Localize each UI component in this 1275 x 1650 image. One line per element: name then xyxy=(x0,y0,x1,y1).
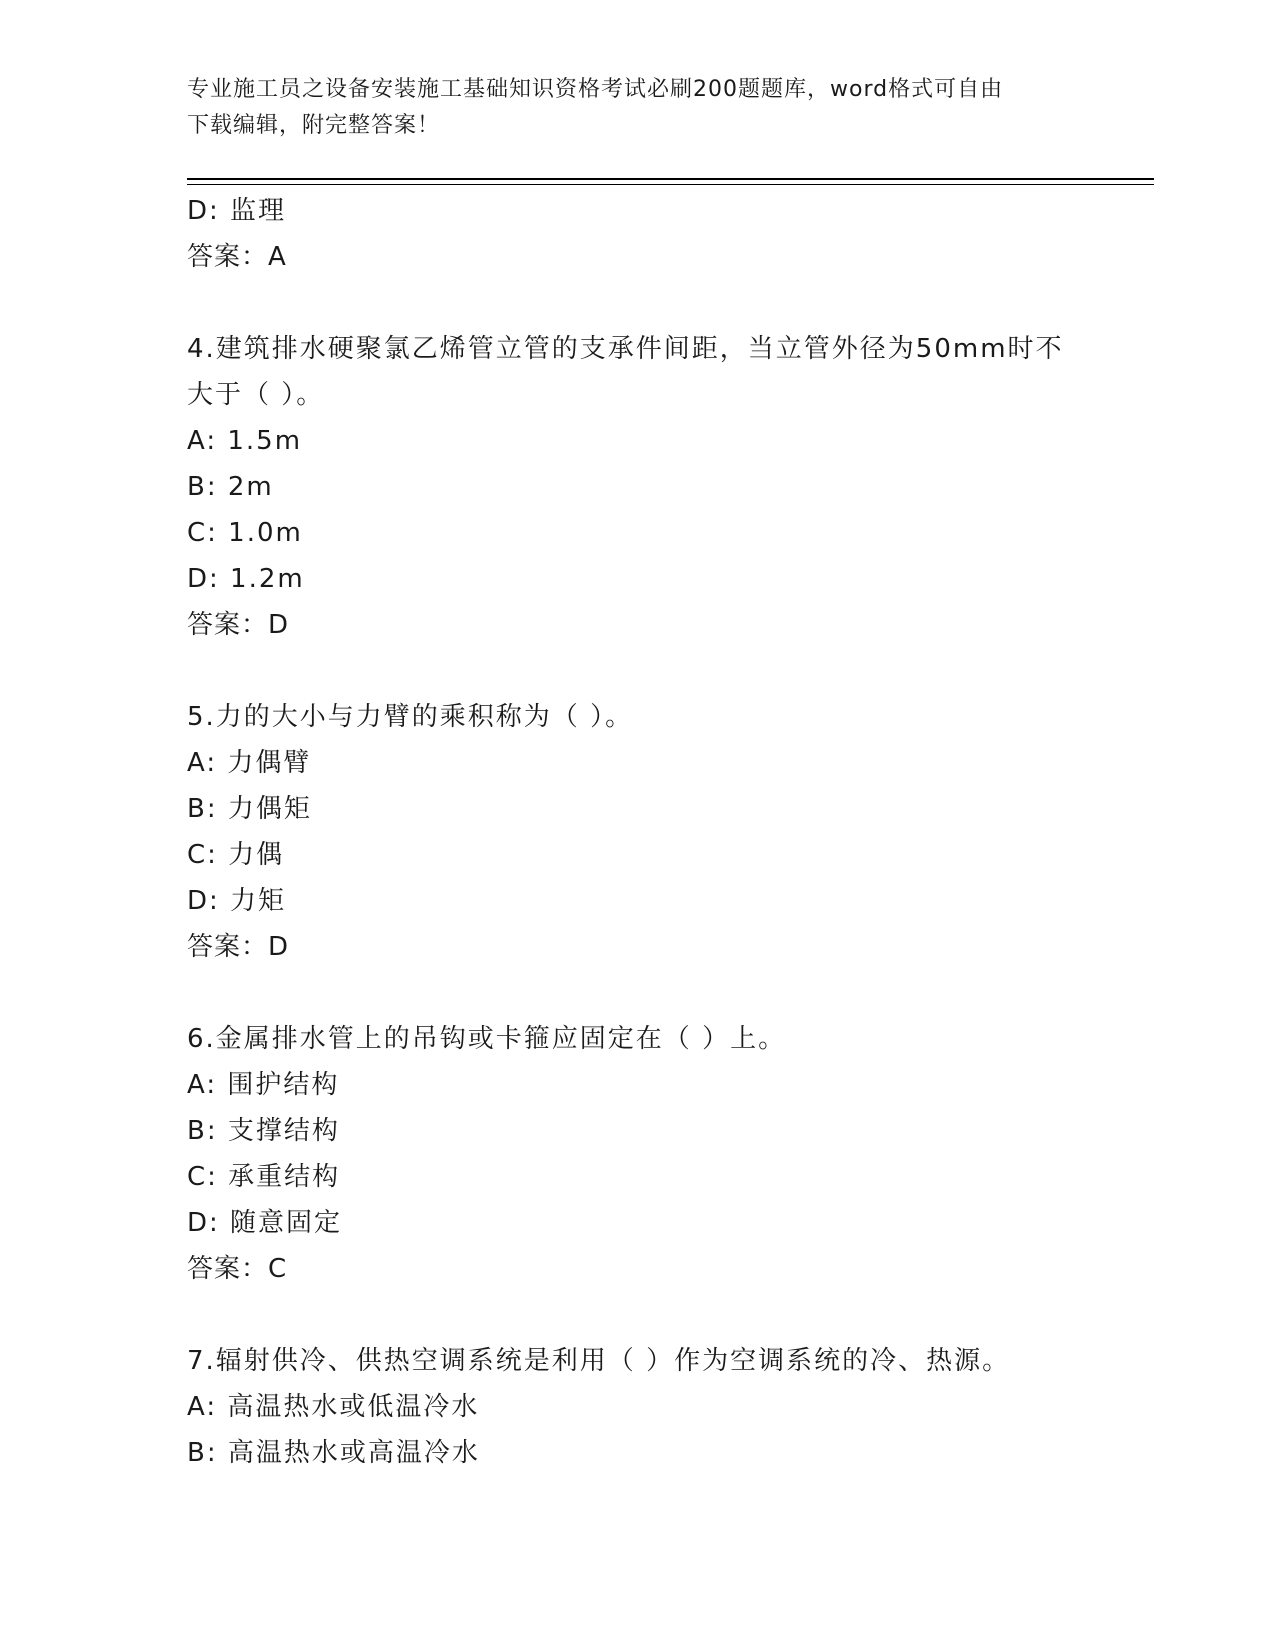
question-7 xyxy=(187,1338,1147,1476)
answer-line: 答案：D xyxy=(187,932,290,962)
answer-line: 答案：D xyxy=(187,610,290,640)
option-a: A: 高温热水或低温冷水 xyxy=(187,1392,480,1422)
question-stem: 4.建筑排水硬聚氯乙烯管立管的支承件间距，当立管外径为50mm时不 xyxy=(187,334,1064,364)
spacer xyxy=(187,1292,1147,1338)
option-d: D: 监理 xyxy=(187,196,287,226)
question-list xyxy=(187,188,1147,1476)
option-d: D: 1.2m xyxy=(187,564,305,594)
question-stem: 6.金属排水管上的吊钩或卡箍应固定在（ ）上。 xyxy=(187,1024,787,1054)
option-c: C: 力偶 xyxy=(187,840,285,870)
option-d: D: 力矩 xyxy=(187,886,287,916)
question-stem: 5.力的大小与力臂的乘积称为（ ）。 xyxy=(187,702,634,732)
answer-line: 答案：A xyxy=(187,242,287,272)
spacer xyxy=(187,648,1147,694)
header-title-line-1: 专业施工员之设备安装施工基础知识资格考试必刷200题题库，word格式可自由 xyxy=(187,77,1004,102)
spacer xyxy=(187,280,1147,326)
option-c: C: 承重结构 xyxy=(187,1162,341,1192)
option-b: B: 高温热水或高温冷水 xyxy=(187,1438,480,1468)
document-header xyxy=(187,72,1087,144)
option-b: B: 支撑结构 xyxy=(187,1116,340,1146)
option-b: B: 2m xyxy=(187,472,274,502)
question-5 xyxy=(187,694,1147,970)
option-c: C: 1.0m xyxy=(187,518,303,548)
option-d: D: 随意固定 xyxy=(187,1208,343,1238)
answer-line: 答案：C xyxy=(187,1254,288,1284)
option-a: A: 围护结构 xyxy=(187,1070,340,1100)
header-title-line-2: 下载编辑，附完整答案！ xyxy=(187,113,441,138)
option-b: B: 力偶矩 xyxy=(187,794,312,824)
option-a: A: 力偶臂 xyxy=(187,748,312,778)
spacer xyxy=(187,970,1147,1016)
option-a: A: 1.5m xyxy=(187,426,303,456)
question-4 xyxy=(187,326,1147,648)
question-stem-continuation: 大于（ ）。 xyxy=(187,380,325,410)
question-6 xyxy=(187,1016,1147,1292)
header-rule-thin xyxy=(187,184,1154,185)
question-stem: 7.辐射供冷、供热空调系统是利用（ ）作为空调系统的冷、热源。 xyxy=(187,1346,1011,1376)
header-rule-thick xyxy=(187,178,1154,180)
